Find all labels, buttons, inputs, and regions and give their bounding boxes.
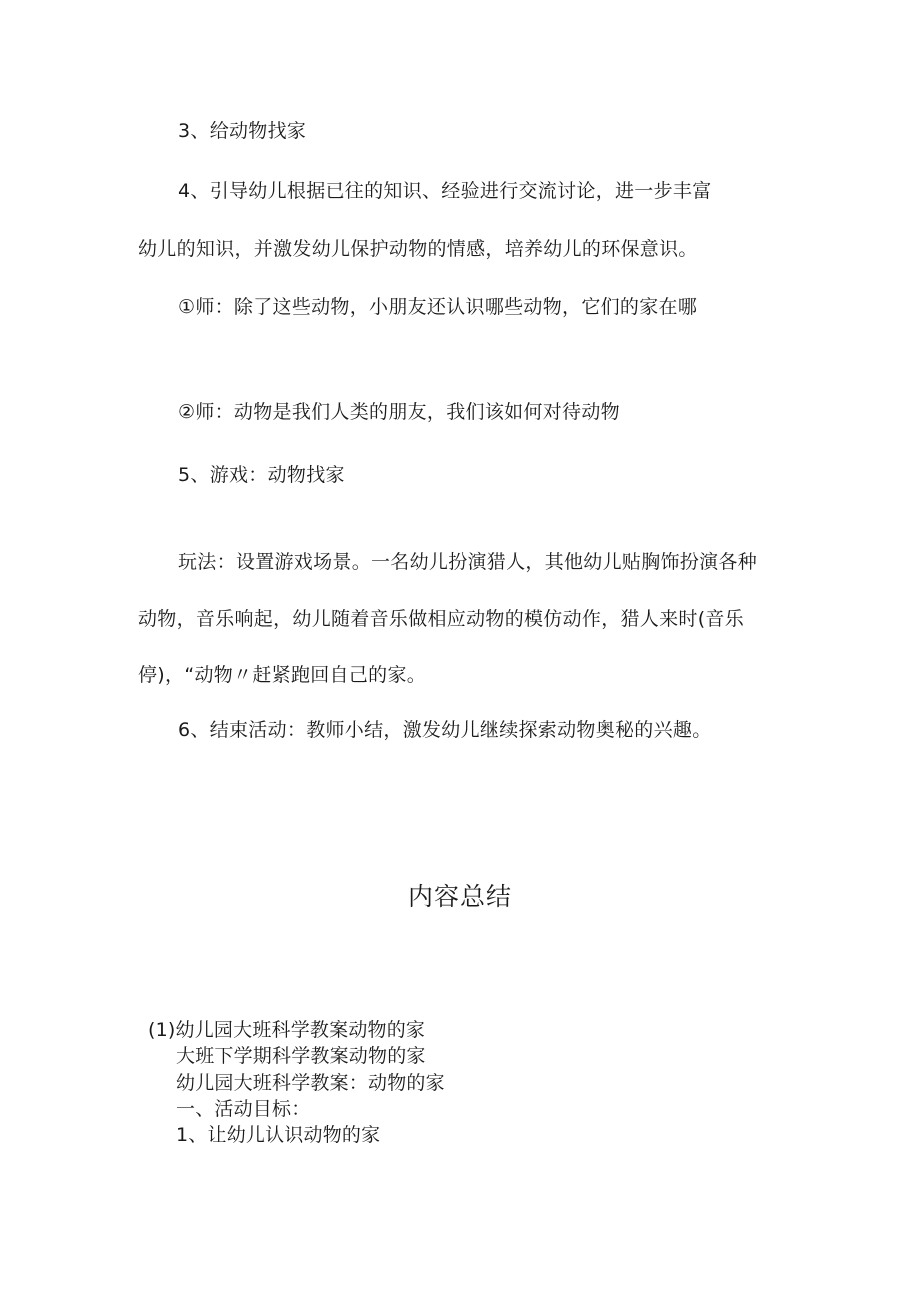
summary-heading: 内容总结 xyxy=(408,882,513,911)
step-6-text: 6、结束活动：教师小结，激发幼儿继续探索动物奥秘的兴趣。 xyxy=(178,719,712,741)
teacher-question-2: ②师：动物是我们人类的朋友，我们该如何对待动物 xyxy=(178,401,620,423)
step-4-line-2: 幼儿的知识，并激发幼儿保护动物的情感，培养幼儿的环保意识。 xyxy=(138,238,698,260)
summary-item-3: 幼儿园大班科学教案：动物的家 xyxy=(176,1072,445,1094)
summary-item-1: (1)幼儿园大班科学教案动物的家 xyxy=(148,1019,426,1041)
game-rules-line-1: 玩法：设置游戏场景。一名幼儿扮演猎人，其他幼儿贴胸饰扮演各种 xyxy=(178,551,758,573)
step-4-line-1: 4、引导幼儿根据已往的知识、经验进行交流讨论，进一步丰富 xyxy=(178,180,712,202)
game-rules-line-2: 动物，音乐响起，幼儿随着音乐做相应动物的模仿动作，猎人来时(音乐 xyxy=(138,608,745,630)
game-rules-line-3: 停)，“动物〃赶紧跑回自己的家。 xyxy=(138,664,427,686)
step-5-text: 5、游戏：动物找家 xyxy=(178,464,345,486)
summary-item-4: 一、活动目标： xyxy=(176,1098,311,1120)
teacher-question-1: ①师：除了这些动物，小朋友还认识哪些动物，它们的家在哪 xyxy=(178,296,698,318)
summary-item-2: 大班下学期科学教案动物的家 xyxy=(176,1045,426,1067)
step-3-text: 3、给动物找家 xyxy=(178,120,307,142)
summary-item-5: 1、让幼儿认识动物的家 xyxy=(176,1124,381,1146)
